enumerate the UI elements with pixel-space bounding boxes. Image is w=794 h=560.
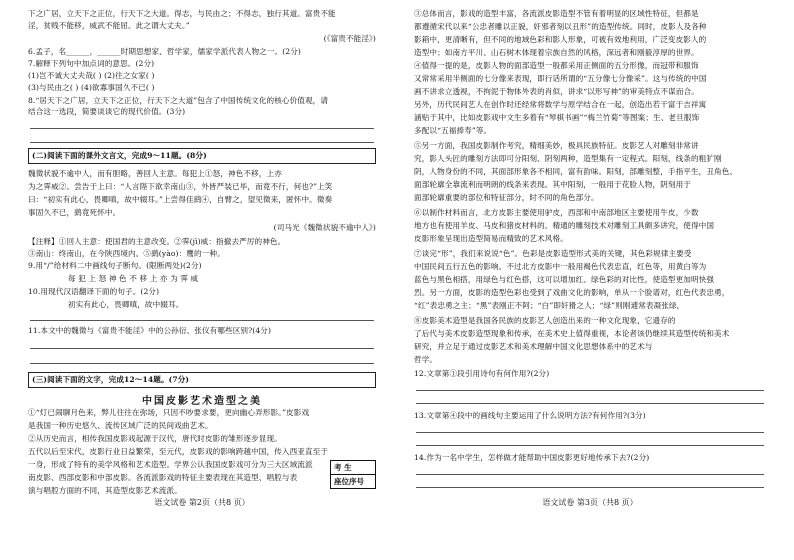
article-line: ④值得一提的是，皮影人物的面部造型一般都采用正侧面的五分形像，而冠带和服饰 xyxy=(414,61,699,70)
page-footer: 语文试卷 第2页（共8 页） xyxy=(154,498,250,507)
classical-text-line: 曰：“初实有此心，畏卿嗔，故中辍耳。”上尝得佳鹞④，自臂之，望见徵来，匿怀中。徵奏 xyxy=(28,195,333,204)
stamp-line: 座位序号 xyxy=(334,477,364,486)
article-line: 一身，形成了特有的美学风格和艺术造型。学界公认我国皮影戏可分为三大区域流派 xyxy=(28,460,313,469)
section-3-heading: (三)阅读下面的文字，完成12～14题。(7分) xyxy=(32,375,190,384)
article-line: ②从历史而言，相传我国皮影戏起源于汉代，唐代时皮影的雏形逐步显现。 xyxy=(28,434,282,443)
classical-text-line: 魏徵状貌不逾中人，而有胆略，善回人主意。每犯上①怒，神色不移，上亦 xyxy=(28,169,282,178)
question-10-sentence: 初实有此心，畏卿嗔，故中辍耳。 xyxy=(68,300,184,309)
source-citation: (《富贵不能淫》) xyxy=(323,34,376,43)
annotation-line: ③南山：终南山，在今陕西境内。⑤鹞(yào)：鹰的一种。 xyxy=(28,249,225,258)
article-line: 皮影形象呈现出造型简易而精致的艺术风格。 xyxy=(414,234,568,243)
page-footer: 语文试卷 第3页（共8 页） xyxy=(542,498,638,507)
article-line: 阴，人物身份的不同，其面部形象各不相同，富有韵味。阳刻，部雕刻整，手指平生，丑角色、 xyxy=(414,167,738,176)
question-7-items: (1)岂不诚大丈夫哉( ) (2)往之女家( ) xyxy=(28,71,155,80)
answer-line[interactable] xyxy=(416,403,764,404)
answer-line[interactable] xyxy=(30,320,374,321)
classical-text-line: 事固久不已，鹞竟死怀中。 xyxy=(28,208,121,217)
article-line: ⑥以制作材料而言，北方皮影主要使用驴皮，西部和中南部地区主要使用牛皮，少数 xyxy=(414,208,699,217)
article-title: 中国皮影艺术造型之美 xyxy=(142,396,262,407)
article-line: 究，影人头匠的雕刻方法即可分阳刻、阴刻两种，造型集有一定程式。阳刻，线条的粗犷刚 xyxy=(414,154,722,163)
answer-line[interactable] xyxy=(416,474,764,475)
annotation-line: 【注释】①回人主意：使国君的主意改变。②霁(jì)威：指撤去严厉的神色。 xyxy=(28,237,286,246)
classical-source: (司马光《魏徵状貌不逾中人》) xyxy=(273,223,376,232)
answer-line[interactable] xyxy=(416,445,764,446)
article-line: ⑤另一方面，我国皮影制作考究，精细美妙，极具民族特征。皮影艺人对雕刻非常讲 xyxy=(414,141,699,150)
article-line: 是我国一种历史悠久、流传区域广泛的民间戏曲艺术。 xyxy=(28,421,213,430)
article-line: 又常常采用半侧面的七分像来表现，即行话所谓的“五分像七分像采”。这与传统的中国 xyxy=(414,74,707,83)
question-12: 12.文章第①段引用诗句有何作用?(2分) xyxy=(414,369,550,378)
answer-line[interactable] xyxy=(416,432,764,433)
answer-line[interactable] xyxy=(30,348,374,349)
answer-line[interactable] xyxy=(30,363,374,364)
article-line: ③总体而言，影戏的造型丰富，各流派皮影造型不管有着明显的区域性特征，但都是 xyxy=(414,9,699,18)
article-line: 都遵循宋代以来“公忠者雕以正貌，奸邪者刻以丑形”的造型传统。同时，皮影人及各种 xyxy=(414,22,707,31)
article-line: 涵贴于其中，比如皮影戏中文生多着有“琴棋书画”“梅兰竹菊”等图案；生、老旦服饰 xyxy=(414,113,700,122)
article-line: ⑦谈完“形”，我们来说说“色”。色彩是皮影造型形式美的关键，其色彩规律主要受 xyxy=(414,249,692,258)
answer-line[interactable] xyxy=(30,128,374,129)
answer-line[interactable] xyxy=(416,390,764,391)
article-line: 烈。另一方面，皮影的造型色彩也受到了戏曲文化的影响，单从一个脸谱对，红色代表忠勇， xyxy=(414,288,730,297)
article-line: 面部轮廓重要的部位和特征部分，时不同的角色部分。 xyxy=(414,193,599,202)
question-8: 8.“居天下之广居，立天下之正位，行天下之大道”包含了中国传统文化的核心价值观，请 xyxy=(28,96,329,105)
article-line: 多配以“五福捧寿”等。 xyxy=(414,126,492,135)
question-7-items: (3)与民由之( ) (4)欲寡事国久不已( ) xyxy=(28,83,155,92)
article-line: ①“灯已闹聊月色来，弊儿往往在弥场，只因不吵要求要，更向幽心弄形影。”皮影戏 xyxy=(28,408,310,417)
article-line: 南皮影、西部皮影和中部皮影。各流派影戏的特征主要表现在其造型、唱腔与表 xyxy=(28,473,298,482)
classical-text-line: 为之霁威②。尝告于上曰：“人言陛下欲幸南山③，外皆严装已毕，而竟不行，何也?”上笑 xyxy=(28,182,333,191)
question-8: 结合这一选段，简要谈谈它的现代价值。(3分) xyxy=(28,107,186,116)
article-line: 画不讲求立透视，不拘泥于物体外表的肖似，讲求“以形写神”的审美特点不谋而合。 xyxy=(414,87,699,96)
text-line: 淫，贫贱不能移，威武不能屈。此之谓大丈夫。” xyxy=(28,21,190,30)
article-line: 哲学。 xyxy=(414,355,438,364)
article-line: 另外，历代民间艺人在创作时还经常将数学与原学结合在一起，创造出若干富于吉祥寓 xyxy=(414,100,707,109)
question-9-sentence: 每 犯 上 怒 神 色 不 移 上 亦 为 霁 威 xyxy=(68,274,199,283)
article-line: 造型中；如南方平川、山石树木体现着宗族自然的风格，深远者和刚毅淳厚的世界。 xyxy=(414,48,699,57)
question-7: 7.解释下列句中加点词的意思。(2分) xyxy=(28,59,155,68)
left-page xyxy=(28,0,376,560)
article-line: 面部轮廓全靠流利而明朗的线条来表现。其中阳刻，一般用于花脸人物，阴刻用于 xyxy=(414,180,691,189)
answer-line[interactable] xyxy=(30,142,374,143)
question-9: 9.用“/”给材料二中画线句子断句。(限断两处)(2分) xyxy=(28,261,202,270)
article-line: 演与唱腔方面的不同，其造型皮影艺术流派。 xyxy=(28,486,182,495)
question-14: 14.作为一名中学生，怎样做才能帮助中国皮影更好地传承下去?(2分) xyxy=(414,453,650,462)
text-line: 下之广居，立天下之正位，行天下之大道。得志，与民由之；不得志，独行其道。富贵不能 xyxy=(28,9,336,18)
section-header-box xyxy=(28,148,376,164)
section-header-box xyxy=(28,372,376,388)
article-line: 五代以后至宋代，皮影行业日益繁荣，至元代，皮影戏的影响跨越中国，传入西亚直至于 xyxy=(28,447,329,456)
question-10: 10.用现代汉语翻译下面的句子。(2分) xyxy=(28,287,160,296)
seat-number-stamp xyxy=(330,460,376,489)
question-11: 11.本文中的魏徵与《富贵不能淫》中的公孙衍、张仪有哪些区别?(4分) xyxy=(28,326,272,335)
article-line: 蓝色与黑色相搭，用绿色与红色搭，这可以增加红、绿色彩的对比性，使造型更加明快强 xyxy=(414,275,715,284)
question-6: 6.孟子，名______，______时期思想家、哲学家，儒家学派代表人物之一。(2分) xyxy=(28,47,301,56)
article-line: 研究，并立足于通过皮影艺术和美术理解中国文化思想体系中的艺术与 xyxy=(414,342,653,351)
answer-line[interactable] xyxy=(416,487,764,488)
question-13: 13.文章第④段中的画线句主要运用了什么说明方法?有何作用?(3分) xyxy=(414,411,646,420)
article-line: 影箱中，更清晰有，但不同的地域色彩和影人形象，可被有效地利用，广泛变皮影人的 xyxy=(414,35,707,44)
right-page xyxy=(414,0,766,560)
article-line: ⑧皮影美术造型是我国各民族的皮影艺人创造出来的一种文化现象，它遗存的 xyxy=(414,316,676,325)
stamp-line: 考 生 xyxy=(331,461,375,475)
article-line: 地方也有使用羊皮、马皮和猪皮材料的。精通的雕刻技术对雕刻工具颇多讲究，使得中国 xyxy=(414,221,715,230)
article-line: “红”表忠勇之主；“黑”表刚正不阿；“白”即奸猾之人；“绿”则刚逋常表凝张绿， xyxy=(414,301,685,310)
section-2-heading: (二)阅读下面的课外文言文，完成9～11题。(8分) xyxy=(32,151,207,160)
article-line: 了后代与美术皮影造型现象和传承，在美术史上值得重视，本论者该仍继续其造型传统和美术 xyxy=(414,329,730,338)
article-line: 中国民间五行五色的影响。不过北方皮影中一般用褐色代表忠直，红色等，用黄白等为 xyxy=(414,262,707,271)
